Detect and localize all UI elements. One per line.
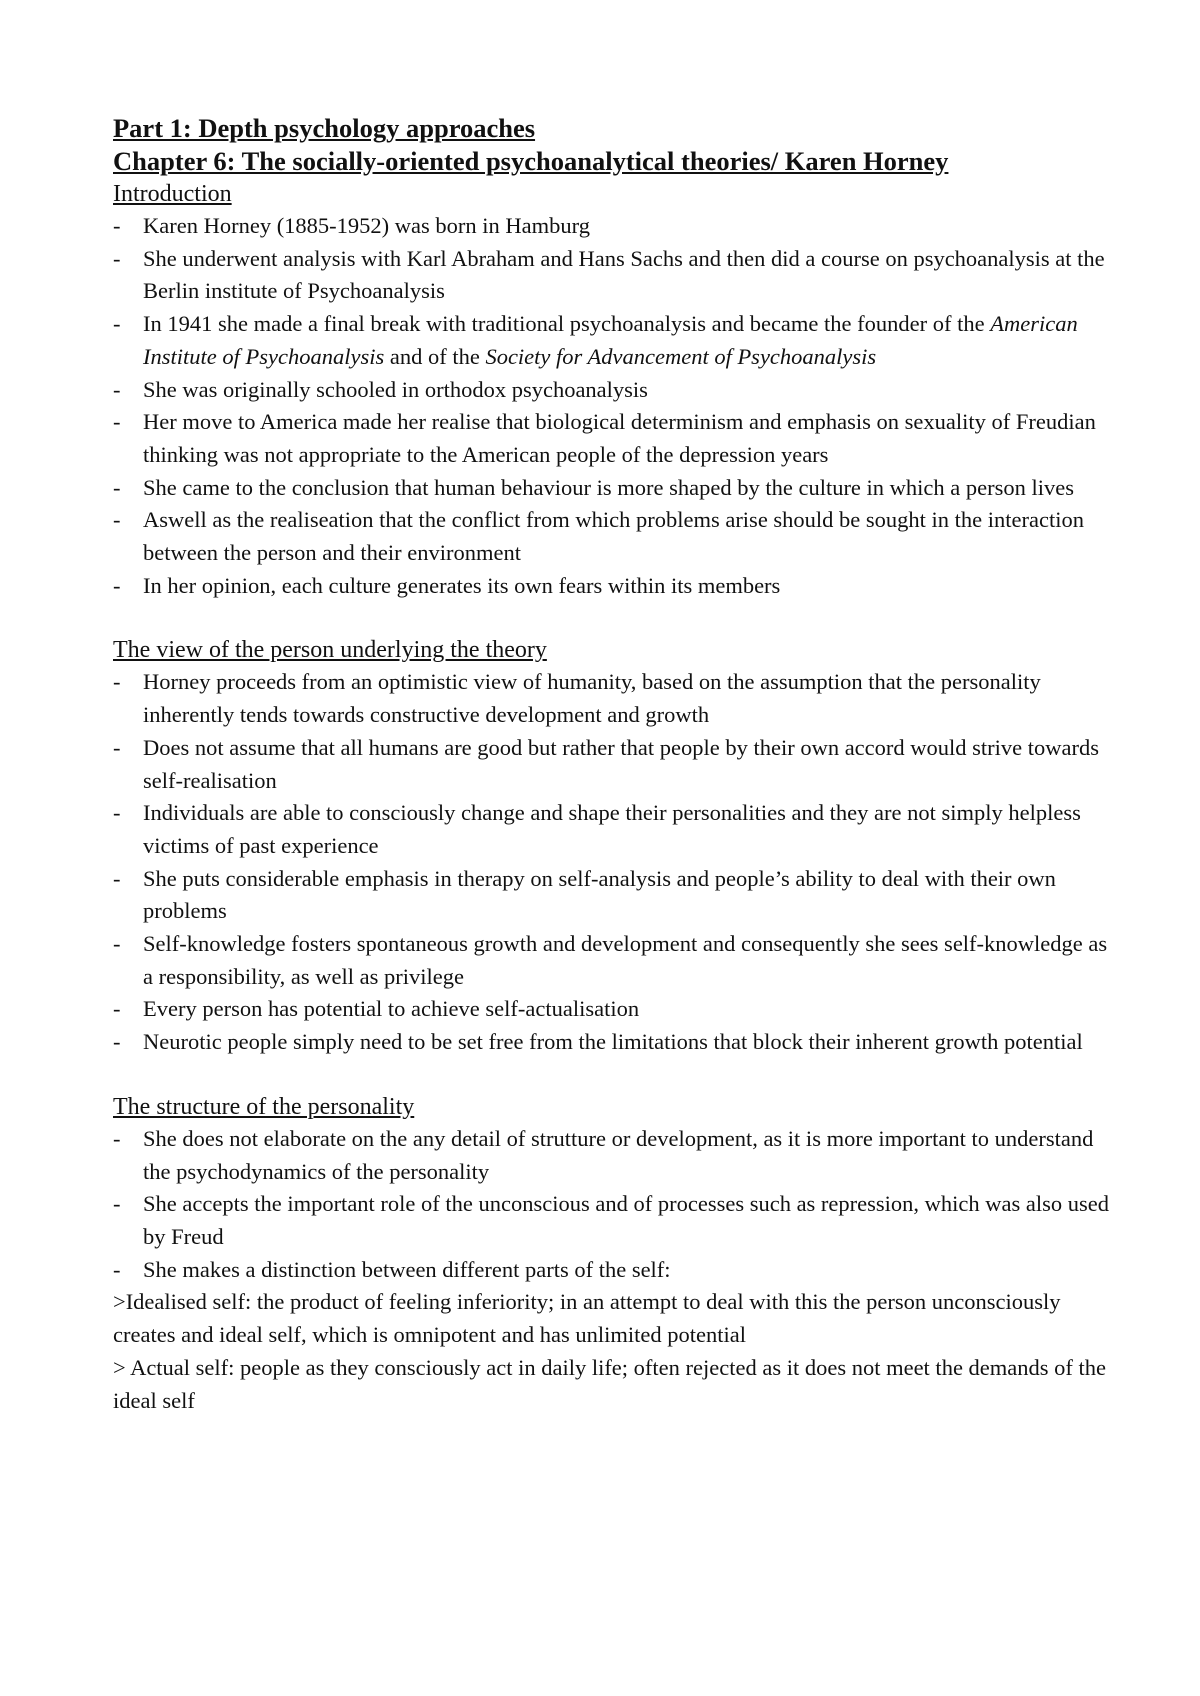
chapter-title: Chapter 6: The socially-oriented psychoanalytical theories/ Karen Horney <box>113 146 949 176</box>
list-item-text: She makes a distinction between different parts of the self: <box>143 1256 671 1282</box>
list-item-text: She underwent analysis with Karl Abraham and Hans Sachs and then did a course on psychoanalysis at the Berlin institute of Psychoanalysis <box>143 245 1105 304</box>
list-item <box>113 472 1113 505</box>
list-item-text: Does not assume that all humans are good but rather that people by their own accord would strive towards self-realisation <box>143 734 1099 793</box>
list-item-text: She accepts the important role of the unconscious and of processes such as repression, which was also used by Freud <box>143 1191 1109 1249</box>
bullet-dash: - <box>113 865 121 891</box>
bullet-dash: - <box>113 572 121 598</box>
society-name: Society for Advancement of Psychoanalysis <box>485 343 877 369</box>
introduction-section <box>113 178 1113 602</box>
list-item-text: Karen Horney (1885-1952) was born in Hamburg <box>143 213 590 238</box>
list-item-text: Neurotic people simply need to be set free from the limitations that block their inherent growth potential <box>143 1029 1083 1055</box>
list-item-text: Every person has potential to achieve self-actualisation <box>143 996 640 1022</box>
introduction-heading: Introduction <box>113 181 232 207</box>
bullet-dash: - <box>113 800 121 826</box>
list-item <box>113 732 1113 797</box>
view-of-person-list <box>113 666 1113 1058</box>
bullet-dash: - <box>113 409 121 435</box>
list-item <box>113 863 1113 928</box>
list-item-text: Individuals are able to consciously change and shape their personalities and they are not simply helpless victims of past experience <box>143 800 1081 858</box>
actual-self-note: > Actual self: people as they consciously act in daily life; often rejected as it does not meet the demands of the ideal self <box>113 1354 1107 1413</box>
bullet-dash: - <box>113 669 121 695</box>
document-page <box>113 112 1113 1417</box>
institute-name: American Institute of Psychoanalysis <box>143 311 1078 369</box>
bullet-dash: - <box>113 213 121 238</box>
list-item-text: She was originally schooled in orthodox psychoanalysis <box>143 376 648 402</box>
list-item-text: Horney proceeds from an optimistic view of humanity, based on the assumption that the personality inherently tends towards constructive development and growth <box>143 669 1041 728</box>
list-item <box>113 210 1113 243</box>
list-item <box>113 374 1113 407</box>
list-item <box>113 1254 1113 1287</box>
list-item-text: She came to the conclusion that human behaviour is more shaped by the culture in which a person lives <box>143 474 1075 500</box>
bullet-dash: - <box>113 734 121 760</box>
bullet-dash: - <box>113 1256 121 1282</box>
list-item-text: Aswell as the realiseation that the conflict from which problems arise should be sought in the interaction between the person and their environment <box>143 507 1085 566</box>
list-item-text: Self-knowledge fosters spontaneous growth and development and consequently she sees self-knowledge as a responsibility, as well as privilege <box>143 931 1108 989</box>
list-item <box>113 993 1113 1026</box>
bullet-dash: - <box>113 1029 121 1055</box>
structure-heading: The structure of the personality <box>113 1093 415 1120</box>
section-spacer <box>113 1059 1113 1091</box>
list-item-text: In 1941 she made a final break with traditional psychoanalysis and became the founder of the <box>143 311 991 337</box>
list-item <box>113 243 1113 308</box>
list-item <box>113 797 1113 862</box>
list-item <box>113 666 1113 731</box>
list-item-text: She does not elaborate on the any detail of strutture or development, as it is more important to understand the psychodynamics of the personality <box>143 1125 1094 1184</box>
structure-list <box>113 1123 1113 1287</box>
view-of-person-heading: The view of the person underlying the theory <box>113 637 547 664</box>
bullet-dash: - <box>113 931 121 957</box>
list-item-text: and of the <box>384 343 486 369</box>
bullet-dash: - <box>113 311 121 337</box>
bullet-dash: - <box>113 996 121 1022</box>
view-of-person-section <box>113 634 1113 1058</box>
bullet-dash: - <box>113 474 121 500</box>
bullet-dash: - <box>113 245 121 271</box>
list-item <box>113 1123 1113 1188</box>
list-item <box>113 308 1113 373</box>
introduction-list <box>113 210 1113 602</box>
list-item-text: She puts considerable emphasis in therapy on self-analysis and people’s ability to deal with their own problems <box>143 865 1056 924</box>
list-item <box>113 928 1113 993</box>
list-item <box>113 504 1113 569</box>
list-item <box>113 1026 1113 1059</box>
bullet-dash: - <box>113 376 121 402</box>
bullet-dash: - <box>113 507 121 533</box>
list-item-text: In her opinion, each culture generates its own fears within its members <box>143 572 781 598</box>
structure-section <box>113 1091 1113 1417</box>
list-item <box>113 570 1113 603</box>
part-title: Part 1: Depth psychology approaches <box>113 113 536 143</box>
bullet-dash: - <box>113 1125 121 1151</box>
list-item <box>113 406 1113 471</box>
idealised-self-note: >Idealised self: the product of feeling inferiority; in an attempt to deal with this the person unconsciously creates and ideal self, which is omnipotent and has unlimited potential <box>113 1289 1061 1348</box>
section-spacer <box>113 602 1113 634</box>
list-item-text: Her move to America made her realise that biological determinism and emphasis on sexuality of Freudian thinking was not appropriate to the American people of the depression years <box>143 409 1096 467</box>
bullet-dash: - <box>113 1191 121 1217</box>
list-item <box>113 1188 1113 1253</box>
